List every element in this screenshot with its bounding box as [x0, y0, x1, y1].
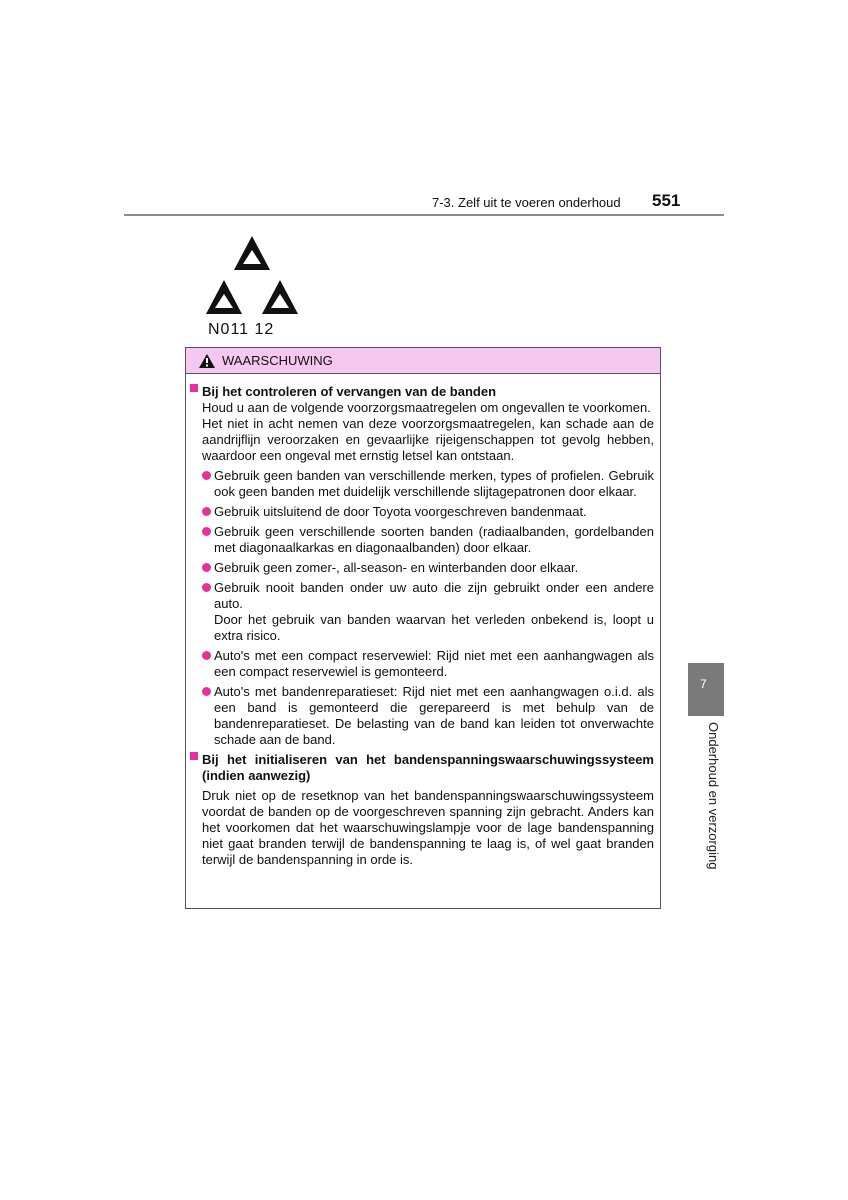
triangle-tire-symbol-icon	[196, 228, 308, 340]
section-title-tpws: Bij het initialiseren van het bandenspanningswaarschuwingssysteem (indien aanwezig)	[190, 752, 654, 784]
warning-triangle-icon	[198, 353, 216, 369]
chapter-number: 7	[700, 677, 707, 691]
list-item: Gebruik geen banden van verschillende merken, types of profielen. Gebruik ook geen banden met duidelijk verschillende slijtagepatronen door elkaar.	[202, 468, 654, 500]
bullet-list	[202, 468, 654, 748]
page-number: 551	[652, 191, 681, 210]
header-rule	[124, 214, 724, 216]
list-item: Gebruik geen verschillende soorten banden (radiaalbanden, gordelbanden met diagonaalkarkas en diagonaalbanden) door elkaar.	[202, 524, 654, 556]
warning-label: WAARSCHUWING	[222, 353, 333, 368]
bullet-dot-icon	[202, 527, 211, 536]
tpws-paragraph: Druk niet op de resetknop van het bandenspanningswaarschuwingssysteem voordat de banden op de voorgeschreven spanning zijn gebracht. Anders kan het voorkomen dat het waarschuwingslampje voor de lage bandenspanning niet gaat branden terwijl de bandenspanning te laag is, of wel gaat branden terwijl de bandenspanning in orde is.	[202, 788, 654, 867]
warning-box	[185, 347, 661, 909]
list-item: Gebruik uitsluitend de door Toyota voorgeschreven bandenmaat.	[202, 504, 654, 520]
square-bullet-icon	[190, 752, 198, 760]
list-item: Gebruik nooit banden onder uw auto die zijn gebruikt onder een andere auto. Door het gebruik van banden waarvan het verleden onbekend is, loopt u extra risico.	[202, 580, 654, 644]
chapter-tab[interactable]	[688, 663, 724, 716]
list-item: Auto's met een compact reservewiel: Rijd niet met een aanhangwagen als een compact reservewiel is gemonteerd.	[202, 648, 654, 680]
bullet-dot-icon	[202, 583, 211, 592]
warning-header	[186, 348, 660, 374]
bullet-dot-icon	[202, 651, 211, 660]
header-title: 7-3. Zelf uit te voeren onderhoud	[432, 195, 621, 210]
section-title-tyres: Bij het controleren of vervangen van de banden	[190, 384, 654, 400]
chapter-label: Onderhoud en verzorging	[706, 722, 721, 870]
symbol-code: N011 12	[208, 321, 275, 338]
list-item: Auto's met bandenreparatieset: Rijd niet met een aanhangwagen o.i.d. als een band is gemonteerd die gerepareerd is met behulp van de bandenreparatieset. De belasting van de band kan leiden tot onverwachte schade aan de band.	[202, 684, 654, 748]
bullet-dot-icon	[202, 563, 211, 572]
bullet-dot-icon	[202, 471, 211, 480]
square-bullet-icon	[190, 384, 198, 392]
bullet-dot-icon	[202, 687, 211, 696]
bullet-dot-icon	[202, 507, 211, 516]
list-item: Gebruik geen zomer-, all-season- en winterbanden door elkaar.	[202, 560, 654, 576]
intro-paragraph: Houd u aan de volgende voorzorgsmaatregelen om ongevallen te voorkomen.	[202, 400, 651, 415]
intro-paragraph: Het niet in acht nemen van deze voorzorgsmaatregelen, kan schade aan de aandrijflijn veroorzaken en gevaarlijke rijeigenschappen tot gevolg hebben, waardoor een ongeval met ernstig letsel kan ontstaan.	[202, 416, 654, 463]
